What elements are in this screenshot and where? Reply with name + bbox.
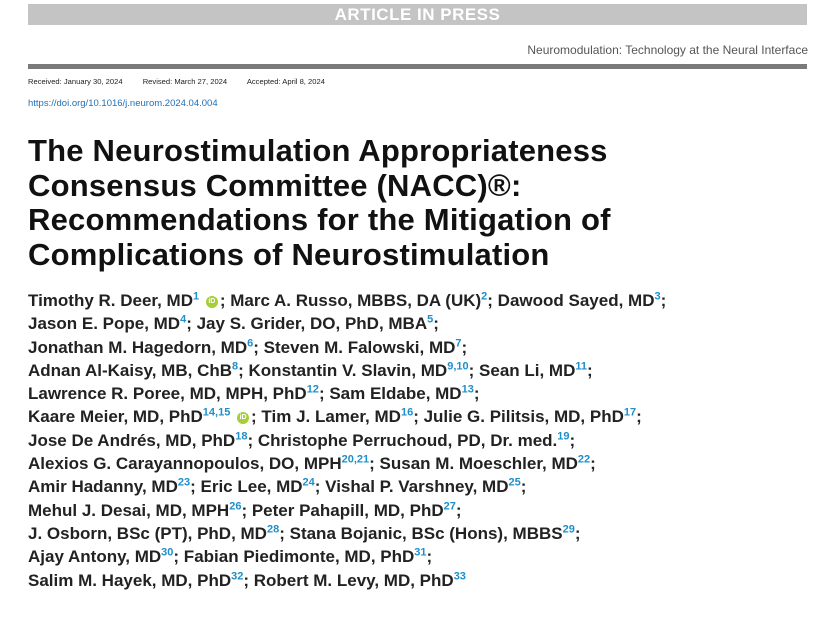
author-line [28,522,828,545]
affiliation-link[interactable]: 22 [577,453,591,466]
affiliation-link[interactable]: 18 [235,430,248,443]
affiliation-link[interactable]: 5 [427,313,434,326]
title-line: Recommendations for the Mitigation of [28,202,611,237]
affiliation-link[interactable]: 11 [575,360,588,373]
title-line: Consensus Committee (NACC)®: [28,167,522,203]
affiliation-link[interactable]: 17 [623,406,637,419]
author-text: ; Stana Bojanic, BSc (Hons), MBBS [279,523,563,543]
author-text: ; [590,454,596,474]
affiliation-link[interactable]: 4 [180,313,187,326]
affiliation-link[interactable]: 2 [481,290,488,303]
affiliation-link[interactable]: 6 [247,336,254,349]
affiliation-link[interactable]: 3 [654,290,661,303]
author-text: Jose De Andrés, MD, PhD [28,430,236,450]
author-text: Kaare Meier, MD, PhD [28,407,203,427]
author-text: Ajay Antony, MD [28,547,162,567]
article-in-press-banner: ARTICLE IN PRESS [28,4,807,25]
author-text: ; Susan M. Moeschler, MD [369,454,578,474]
author-line [28,545,828,568]
author-line [28,382,828,405]
affiliation-link[interactable]: 26 [229,500,242,513]
accepted-date: Accepted: April 8, 2024 [246,77,325,86]
author-text: ; Vishal P. Varshney, MD [314,477,509,497]
author-text: ; Julie G. Pilitsis, MD, PhD [413,407,624,427]
author-text: ; Robert M. Levy, MD, PhD [243,570,454,590]
author-text: ; Peter Pahapill, MD, PhD [241,500,444,520]
affiliation-link[interactable]: 16 [400,406,414,419]
affiliation-link[interactable]: 14,15 [202,406,231,419]
author-text: J. Osborn, BSc (PT), PhD, MD [28,523,267,543]
author-line [28,336,828,359]
affiliation-link[interactable]: 19 [557,430,570,443]
author-text: ; [636,407,642,427]
author-text: Jason E. Pope, MD [28,314,181,334]
article-title [28,134,818,272]
author-text: Mehul J. Desai, MD, MPH [28,500,230,520]
received-date: Received: January 30, 2024 [28,77,123,86]
author-text: ; [433,314,439,334]
author-line [28,312,828,335]
author-text: ; [587,360,593,380]
author-text: ; Fabian Piedimonte, MD, PhD [173,547,415,567]
author-text: ; Jay S. Grider, DO, PhD, MBA [186,314,428,334]
author-text: Jonathan M. Hagedorn, MD [28,337,248,357]
author-text: ; Konstantin V. Slavin, MD [238,360,448,380]
author-text: ; [455,500,462,520]
affiliation-link[interactable]: 27 [443,500,456,513]
author-text: ; Eric Lee, MD [190,477,303,497]
affiliation-link[interactable]: 30 [161,546,174,559]
author-text: Salim M. Hayek, MD, PhD [28,570,232,590]
author-line [28,405,828,428]
affiliation-link[interactable]: 24 [302,476,315,489]
affiliation-link[interactable]: 28 [266,523,280,536]
author-text: ; [520,477,527,497]
revised-date: Revised: March 27, 2024 [142,77,228,86]
author-text: Adnan Al-Kaisy, MB, ChB [28,360,233,380]
author-list [28,289,828,592]
article-dates [28,77,343,86]
author-text: Lawrence R. Poree, MD, MPH, PhD [28,384,307,404]
affiliation-link[interactable]: 32 [231,569,244,582]
author-text: ; [473,384,480,404]
author-text: ; Sam Eldabe, MD [318,384,462,404]
affiliation-link[interactable]: 25 [508,476,521,489]
author-text: ; Sean Li, MD [468,360,576,380]
author-line [28,359,828,382]
affiliation-link[interactable]: 8 [232,360,239,373]
orcid-icon[interactable]: iD [237,412,249,424]
affiliation-link[interactable]: 23 [177,476,191,489]
author-text: ; Dawood Sayed, MD [487,291,655,310]
author-line [28,475,828,498]
affiliation-link[interactable]: 33 [453,569,466,582]
title-line: Complications of Neurostimulation [28,236,550,272]
affiliation-link[interactable]: 9,10 [447,360,469,373]
author-line [28,499,828,522]
author-text: Timothy R. Deer, MD [28,291,193,310]
affiliation-link[interactable]: 20,21 [341,453,370,466]
affiliation-link[interactable]: 7 [455,336,462,349]
author-text: ; [461,337,468,357]
author-text: ; Christophe Perruchoud, PD, Dr. med. [247,430,558,450]
affiliation-link[interactable]: 13 [461,383,474,396]
author-line [28,429,828,452]
author-line [28,452,828,475]
header-rule [28,64,807,69]
title-line: The Neurostimulation Appropriateness [28,133,608,168]
affiliation-link[interactable]: 29 [562,523,575,536]
author-text: ; [569,430,576,450]
author-line [28,289,828,312]
affiliation-link[interactable]: 1 [193,290,200,303]
affiliation-link[interactable]: 12 [306,383,319,396]
author-text: ; Marc A. Russo, MBBS, DA (UK) [219,291,482,310]
author-text: Amir Hadanny, MD [28,477,178,497]
author-text: ; Steven M. Falowski, MD [253,337,456,357]
affiliation-link[interactable]: 31 [414,546,427,559]
author-line [28,569,828,592]
author-text: Alexios G. Carayannopoulos, DO, MPH [28,454,342,474]
author-text: ; [574,523,581,543]
journal-name[interactable]: Neuromodulation: Technology at the Neural Interface [527,43,808,57]
author-text: ; Tim J. Lamer, MD [251,407,401,427]
author-text: ; [660,291,667,310]
doi-link[interactable]: https://doi.org/10.1016/j.neurom.2024.04.004 [28,98,218,109]
author-text: ; [426,547,433,567]
orcid-icon[interactable]: iD [206,296,218,308]
